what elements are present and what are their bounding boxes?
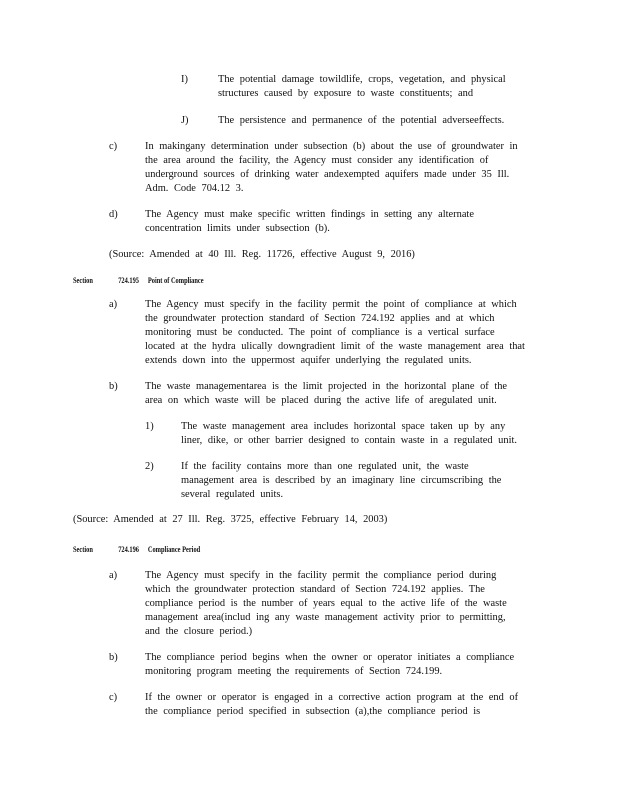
item-c-line-3: underground sources of drinking water andexempted aquifers made under 35 Ill. [145, 169, 510, 180]
item-label-b: b) [109, 381, 118, 392]
subitem-1-line-1: The waste management area includes horizontal space taken up by any [181, 421, 506, 432]
item-label-a: a) [109, 299, 118, 310]
section-heading-724-196 [73, 544, 200, 556]
item-a2-line-5: and the closure period.) [145, 626, 253, 637]
item-b-line-1: The waste managementarea is the limit projected in the horizontal plane of the [145, 381, 508, 392]
subitem-1-line-2: liner, dike, or other barrier designed to contain waste in a regulated unit. [181, 435, 517, 446]
section-heading-724-195 [73, 275, 204, 287]
item-c-line-4: Adm. Code 704.12 3. [145, 183, 244, 194]
item-a-line-2: the groundwater protection standard of Section 724.192 applies and at which [145, 313, 495, 324]
item-label-c-2: c) [109, 692, 118, 703]
item-d-line-2: concentration limits under subsection (b). [145, 223, 330, 234]
section-word: Section [73, 276, 93, 285]
item-label-c: c) [109, 141, 118, 152]
item-b2-line-2: monitoring program meeting the requirements of Section 724.199. [145, 666, 443, 677]
item-c2-line-1: If the owner or operator is engaged in a corrective action program at the end of [145, 692, 519, 703]
item-j-line-1: The persistence and permanence of the potential adverseeffects. [218, 115, 505, 126]
item-c2-line-2: the compliance period specified in subsection (a),the compliance period is [145, 706, 481, 717]
section-title: Compliance Period [147, 545, 201, 554]
item-a-line-5: extends down into the uppermost aquifer underlying the regulated units. [145, 355, 472, 366]
item-a2-line-1: The Agency must specify in the facility permit the compliance period during [145, 570, 497, 581]
item-a2-line-3: compliance period is the number of years equal to the active life of the waste [145, 598, 507, 609]
item-i-line-2: structures caused by exposure to waste constituents; and [218, 88, 474, 99]
section-title: Point of Compliance [147, 276, 204, 285]
subitem-label-2: 2) [145, 461, 154, 472]
item-label-b-2: b) [109, 652, 118, 663]
item-c-line-1: In makingany determination under subsection (b) about the use of groundwater in [145, 141, 518, 152]
source-note-2: (Source: Amended at 27 Ill. Reg. 3725, effective February 14, 2003) [73, 514, 388, 525]
item-a-line-1: The Agency must specify in the facility permit the point of compliance at which [145, 299, 517, 310]
section-word: Section [73, 545, 93, 554]
section-number: 724.195 [118, 276, 139, 285]
item-i-line-1: The potential damage towildlife, crops, vegetation, and physical [218, 74, 506, 85]
item-d-line-1: The Agency must make specific written findings in setting any alternate [145, 209, 474, 220]
item-b2-line-1: The compliance period begins when the owner or operator initiates a compliance [145, 652, 515, 663]
item-a-line-4: located at the hydra ulically downgradient limit of the waste management area that [145, 341, 525, 352]
subitem-2-line-3: several regulated units. [181, 489, 284, 500]
item-a2-line-2: which the groundwater protection standard of Section 724.192 applies. The [145, 584, 485, 595]
subitem-2-line-1: If the facility contains more than one regulated unit, the waste [181, 461, 469, 472]
item-label-i: I) [181, 74, 188, 85]
item-label-d: d) [109, 209, 118, 220]
item-c-line-2: the area around the facility, the Agency must consider any identification of [145, 155, 489, 166]
item-label-a-2: a) [109, 570, 118, 581]
section-number: 724.196 [118, 545, 139, 554]
item-b-line-2: area on which waste will be placed during the active life of aregulated unit. [145, 395, 497, 406]
item-a2-line-4: management area(includ ing any waste management activity prior to permitting, [145, 612, 506, 623]
subitem-2-line-2: management area is described by an imaginary line circumscribing the [181, 475, 502, 486]
item-a-line-3: monitoring must be conducted. The point of compliance is a vertical surface [145, 327, 495, 338]
source-note-1: (Source: Amended at 40 Ill. Reg. 11726, effective August 9, 2016) [109, 249, 415, 260]
subitem-label-1: 1) [145, 421, 154, 432]
item-label-j: J) [181, 115, 189, 126]
